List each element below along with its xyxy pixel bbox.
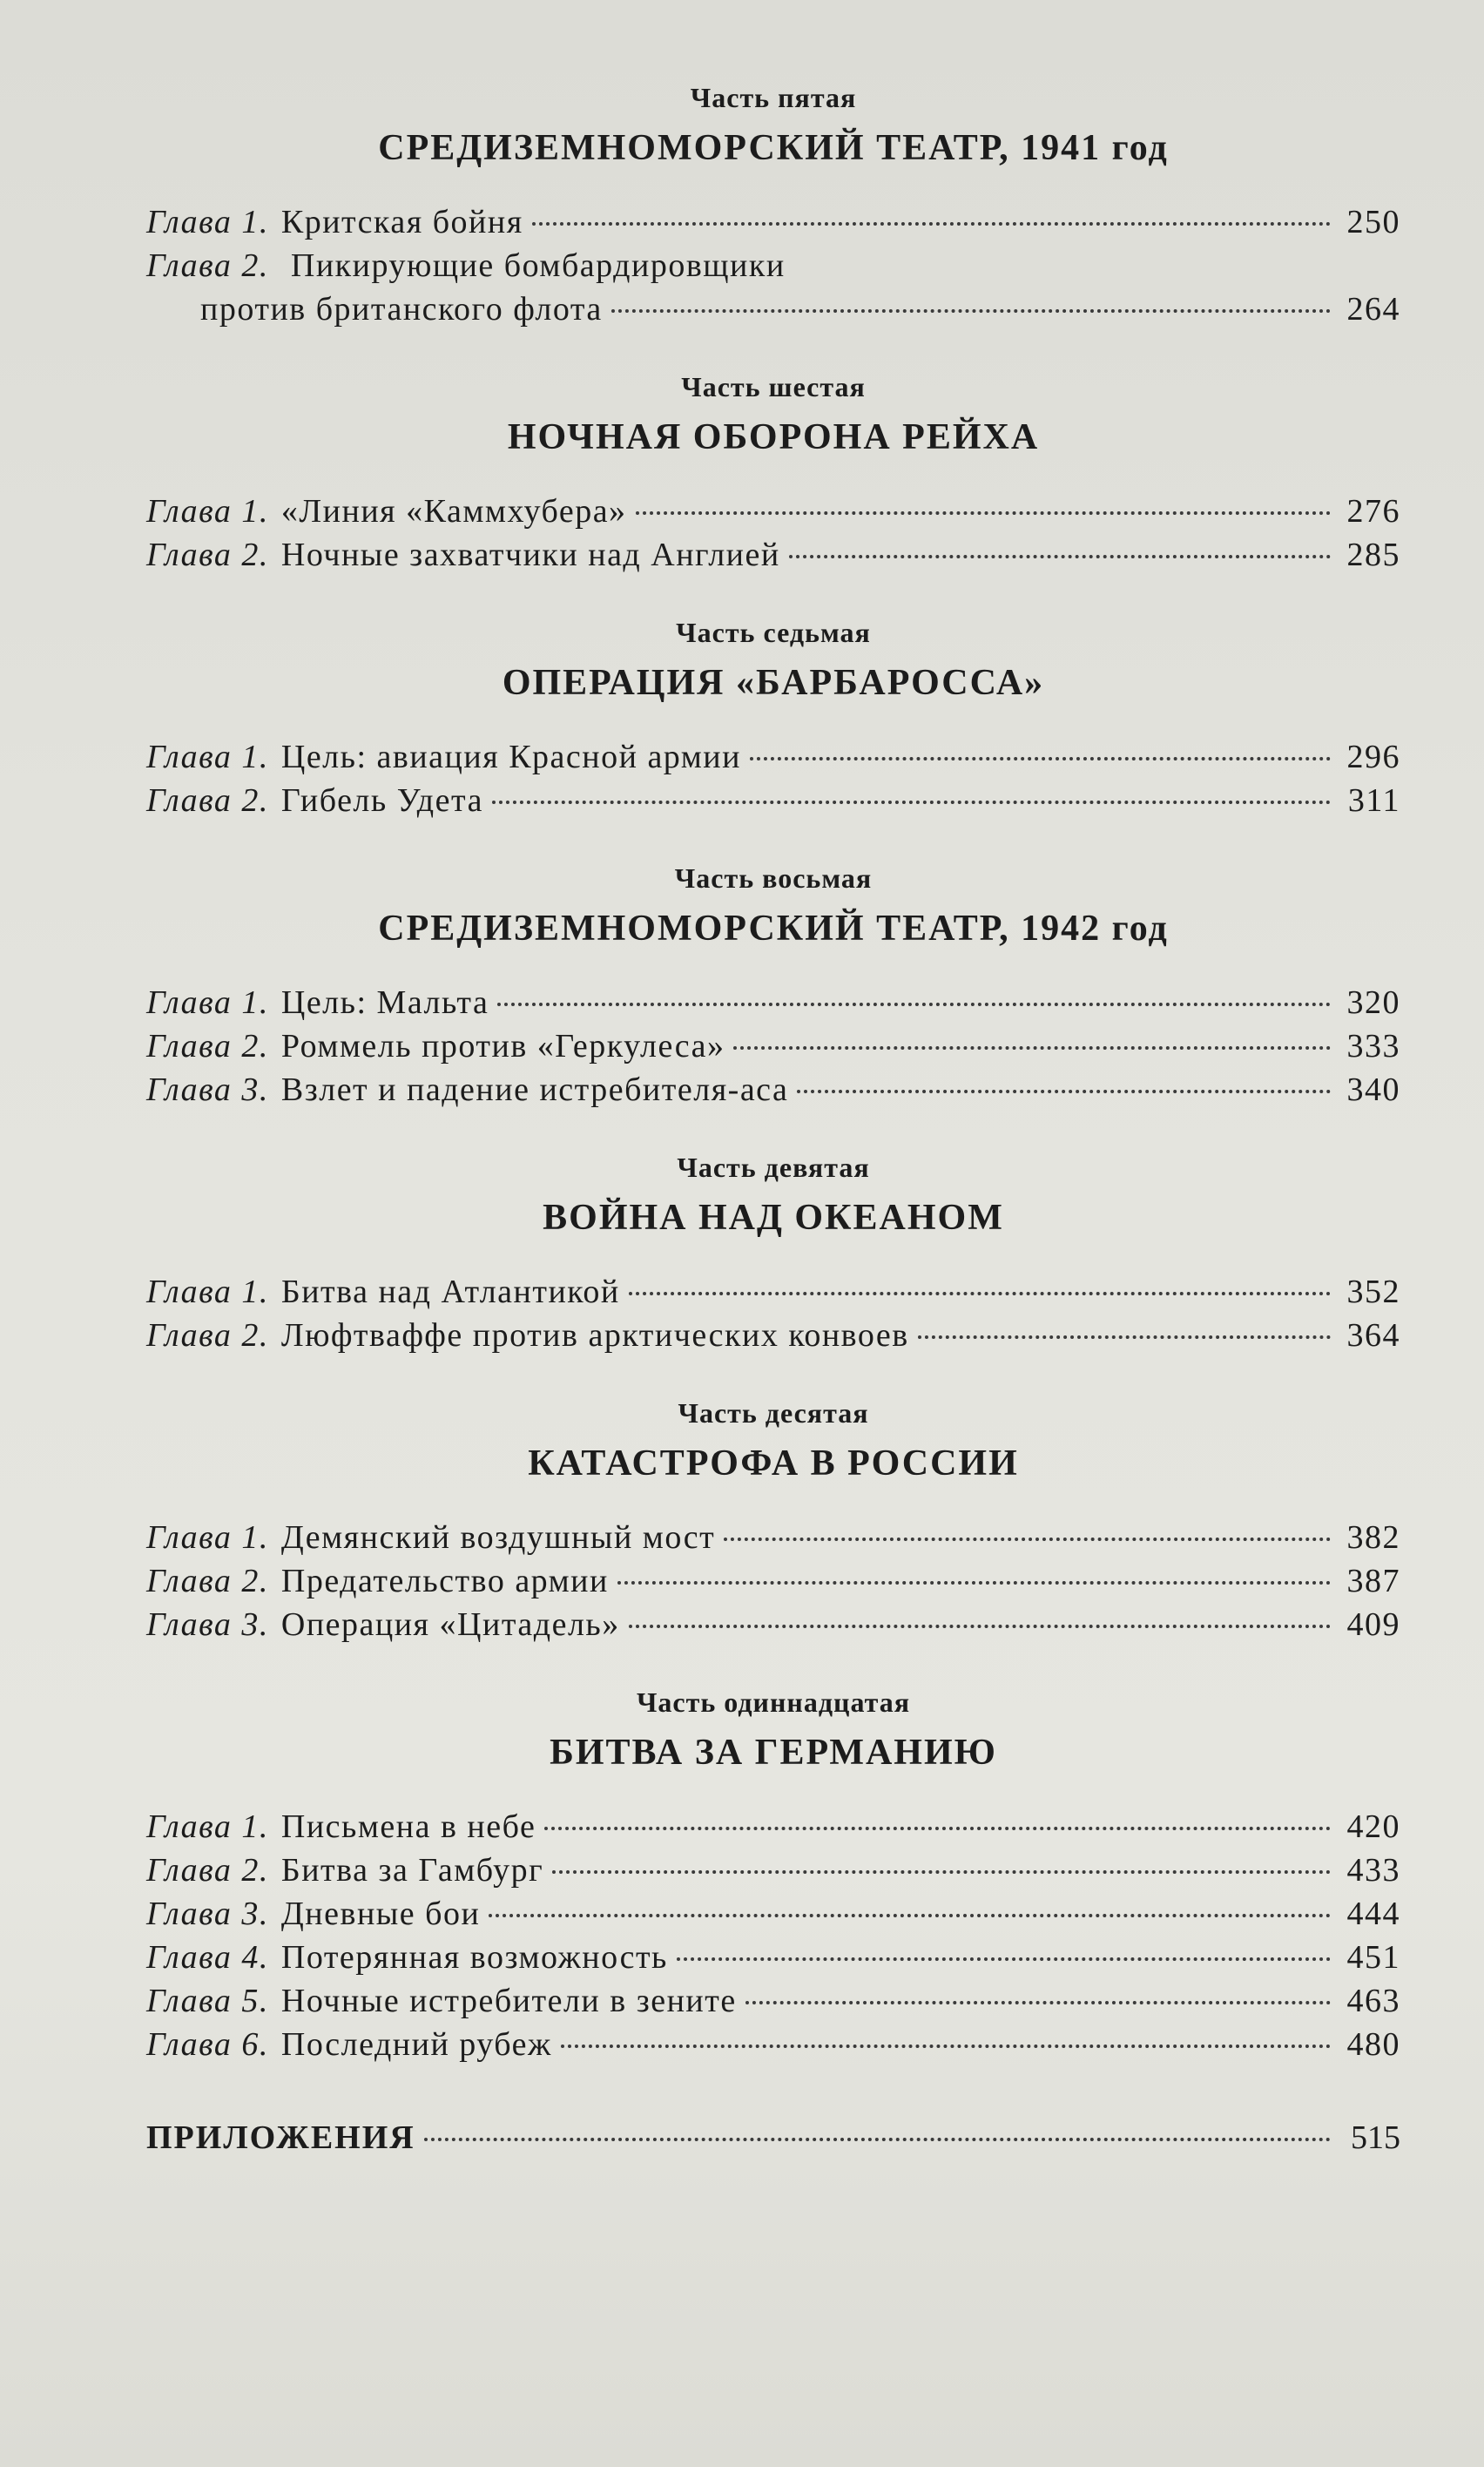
toc-entry[interactable] (146, 2023, 1400, 2066)
part-10 (146, 1396, 1400, 1646)
part-title: НОЧНАЯ ОБОРОНА РЕЙХА (507, 417, 1040, 457)
part-label: Часть пятая (690, 82, 857, 113)
part-title: ОПЕРАЦИЯ «БАРБАРОССА» (502, 663, 1045, 703)
dot-leader (497, 1003, 1331, 1006)
dot-leader (424, 2138, 1331, 2141)
toc-entry[interactable] (146, 735, 1400, 779)
toc-entry[interactable] (146, 1979, 1400, 2023)
part-title: СРЕДИЗЕМНОМОРСКИЙ ТЕАТР, 1941 год (378, 128, 1169, 168)
chapter-title: Взлет и падение истребителя-аса (280, 1071, 789, 1108)
dot-leader (544, 1827, 1331, 1830)
chapter-title: Письмена в небе (280, 1808, 536, 1845)
chapter-number: Глава 2. (146, 247, 269, 284)
page-number: 387 (1346, 1563, 1400, 1599)
chapter-title-continued: против британского флота (200, 291, 603, 328)
chapter-title: Ночные захватчики над Англией (280, 537, 780, 573)
page-number: 480 (1346, 2026, 1400, 2063)
page-number: 364 (1346, 1317, 1400, 1354)
page-number: 409 (1346, 1606, 1400, 1643)
page-number: 451 (1346, 1939, 1400, 1976)
chapter-title: Люфтваффе против арктических конвоев (280, 1317, 909, 1354)
chapter-title: Гибель Удета (280, 782, 483, 819)
chapter-number: Глава 2. (146, 1563, 269, 1599)
part-5 (146, 80, 1400, 331)
toc-entry[interactable] (146, 1516, 1400, 1559)
toc-entry[interactable] (146, 1314, 1400, 1357)
toc-entry[interactable] (146, 1892, 1400, 1936)
chapter-title: Цель: авиация Красной армии (280, 739, 741, 775)
dot-leader (750, 757, 1331, 760)
chapter-title: Операция «Цитадель» (280, 1606, 620, 1643)
part-9 (146, 1150, 1400, 1357)
page-number: 463 (1346, 1983, 1400, 2019)
chapter-number: Глава 3. (146, 1606, 269, 1643)
toc-entry[interactable] (146, 1559, 1400, 1603)
toc-entry[interactable] (146, 490, 1400, 533)
chapter-number: Глава 1. (146, 493, 269, 530)
toc-entry[interactable] (146, 1849, 1400, 1892)
part-7 (146, 615, 1400, 822)
chapter-title: Битва за Гамбург (280, 1852, 544, 1889)
toc-entry[interactable] (146, 1603, 1400, 1646)
page-number: 444 (1346, 1896, 1400, 1932)
part-label: Часть восьмая (674, 862, 873, 894)
page-number: 333 (1346, 1028, 1400, 1065)
page-number: 320 (1346, 984, 1400, 1021)
page-number: 352 (1346, 1274, 1400, 1310)
dot-leader (629, 1292, 1331, 1295)
chapter-number: Глава 2. (146, 1852, 269, 1889)
page-number: 250 (1346, 204, 1400, 240)
page-number: 433 (1346, 1852, 1400, 1889)
appendix-title: ПРИЛОЖЕНИЯ (146, 2119, 415, 2156)
toc-entry[interactable] (146, 200, 1400, 244)
chapter-number: Глава 1. (146, 1274, 269, 1310)
toc-entry[interactable] (146, 1024, 1400, 1068)
part-title: БИТВА ЗА ГЕРМАНИЮ (550, 1733, 997, 1773)
page-number: 296 (1346, 739, 1400, 775)
part-title: КАТАСТРОФА В РОССИИ (528, 1443, 1019, 1484)
page-number: 420 (1346, 1808, 1400, 1845)
dot-leader (532, 222, 1331, 226)
chapter-title: Критская бойня (280, 204, 523, 240)
dot-leader (918, 1335, 1331, 1339)
chapter-number: Глава 1. (146, 1519, 269, 1556)
part-title: СРЕДИЗЕМНОМОРСКИЙ ТЕАТР, 1942 год (378, 909, 1169, 949)
chapter-title: Демянский воздушный мост (280, 1519, 716, 1556)
dot-leader (629, 1625, 1331, 1628)
dot-leader (745, 2001, 1331, 2004)
chapter-title: Ночные истребители в зените (280, 1983, 737, 2019)
dot-leader (789, 555, 1331, 558)
toc-entry[interactable] (146, 981, 1400, 1024)
part-label: Часть седьмая (676, 617, 871, 648)
dot-leader (733, 1046, 1331, 1050)
dot-leader (797, 1090, 1331, 1093)
chapter-number: Глава 1. (146, 984, 269, 1021)
dot-leader (489, 1914, 1331, 1917)
page-number: 285 (1346, 537, 1400, 573)
toc-entry[interactable] (146, 1068, 1400, 1112)
toc-entry[interactable] (146, 779, 1400, 822)
page-number: 311 (1347, 782, 1400, 819)
chapter-number: Глава 3. (146, 1896, 269, 1932)
page-number: 276 (1346, 493, 1400, 530)
chapter-title: Предательство армии (280, 1563, 609, 1599)
chapter-number: Глава 4. (146, 1939, 269, 1976)
dot-leader (636, 511, 1331, 515)
part-label: Часть шестая (681, 371, 866, 402)
chapter-title: Битва над Атлантикой (280, 1274, 620, 1310)
toc-entry[interactable] (146, 1270, 1400, 1314)
part-8 (146, 861, 1400, 1112)
chapter-title: Дневные бои (280, 1896, 481, 1932)
part-label: Часть десятая (678, 1397, 869, 1429)
toc-entry[interactable] (146, 1805, 1400, 1849)
page-number: 515 (1351, 2119, 1400, 2156)
chapter-number: Глава 3. (146, 1071, 269, 1108)
chapter-number: Глава 2. (146, 1028, 269, 1065)
part-label: Часть девятая (677, 1152, 870, 1183)
chapter-title: Потерянная возможность (280, 1939, 668, 1976)
chapter-number: Глава 2. (146, 782, 269, 819)
toc-entry-appendix[interactable] (146, 2115, 1400, 2160)
dot-leader (561, 2045, 1331, 2048)
chapter-number: Глава 5. (146, 1983, 269, 2019)
chapter-number: Глава 2. (146, 537, 269, 573)
page-number: 264 (1346, 291, 1400, 328)
chapter-number: Глава 1. (146, 204, 269, 240)
chapter-number: Глава 1. (146, 739, 269, 775)
part-label: Часть одиннадцатая (636, 1686, 911, 1718)
dot-leader (492, 801, 1331, 804)
dot-leader (611, 309, 1331, 313)
dot-leader (552, 1870, 1331, 1874)
dot-leader (724, 1538, 1331, 1541)
toc-entry[interactable] (146, 533, 1400, 577)
page-number: 382 (1346, 1519, 1400, 1556)
page-number: 340 (1346, 1071, 1400, 1108)
chapter-title: Последний рубеж (280, 2026, 552, 2063)
dot-leader (617, 1581, 1331, 1585)
chapter-title: Пикирующие бомбардировщики (290, 247, 786, 284)
part-title: ВОЙНА НАД ОКЕАНОМ (543, 1198, 1004, 1238)
chapter-number: Глава 2. (146, 1317, 269, 1354)
part-11 (146, 1685, 1400, 2066)
chapter-title: «Линия «Каммхубера» (280, 493, 627, 530)
chapter-number: Глава 6. (146, 2026, 269, 2063)
table-of-contents (146, 80, 1400, 2160)
chapter-number: Глава 1. (146, 1808, 269, 1845)
toc-entry[interactable] (146, 1936, 1400, 1979)
part-6 (146, 369, 1400, 577)
chapter-title: Роммель против «Геркулеса» (280, 1028, 725, 1065)
dot-leader (677, 1957, 1331, 1961)
toc-entry[interactable] (146, 244, 1400, 331)
chapter-title: Цель: Мальта (280, 984, 489, 1021)
